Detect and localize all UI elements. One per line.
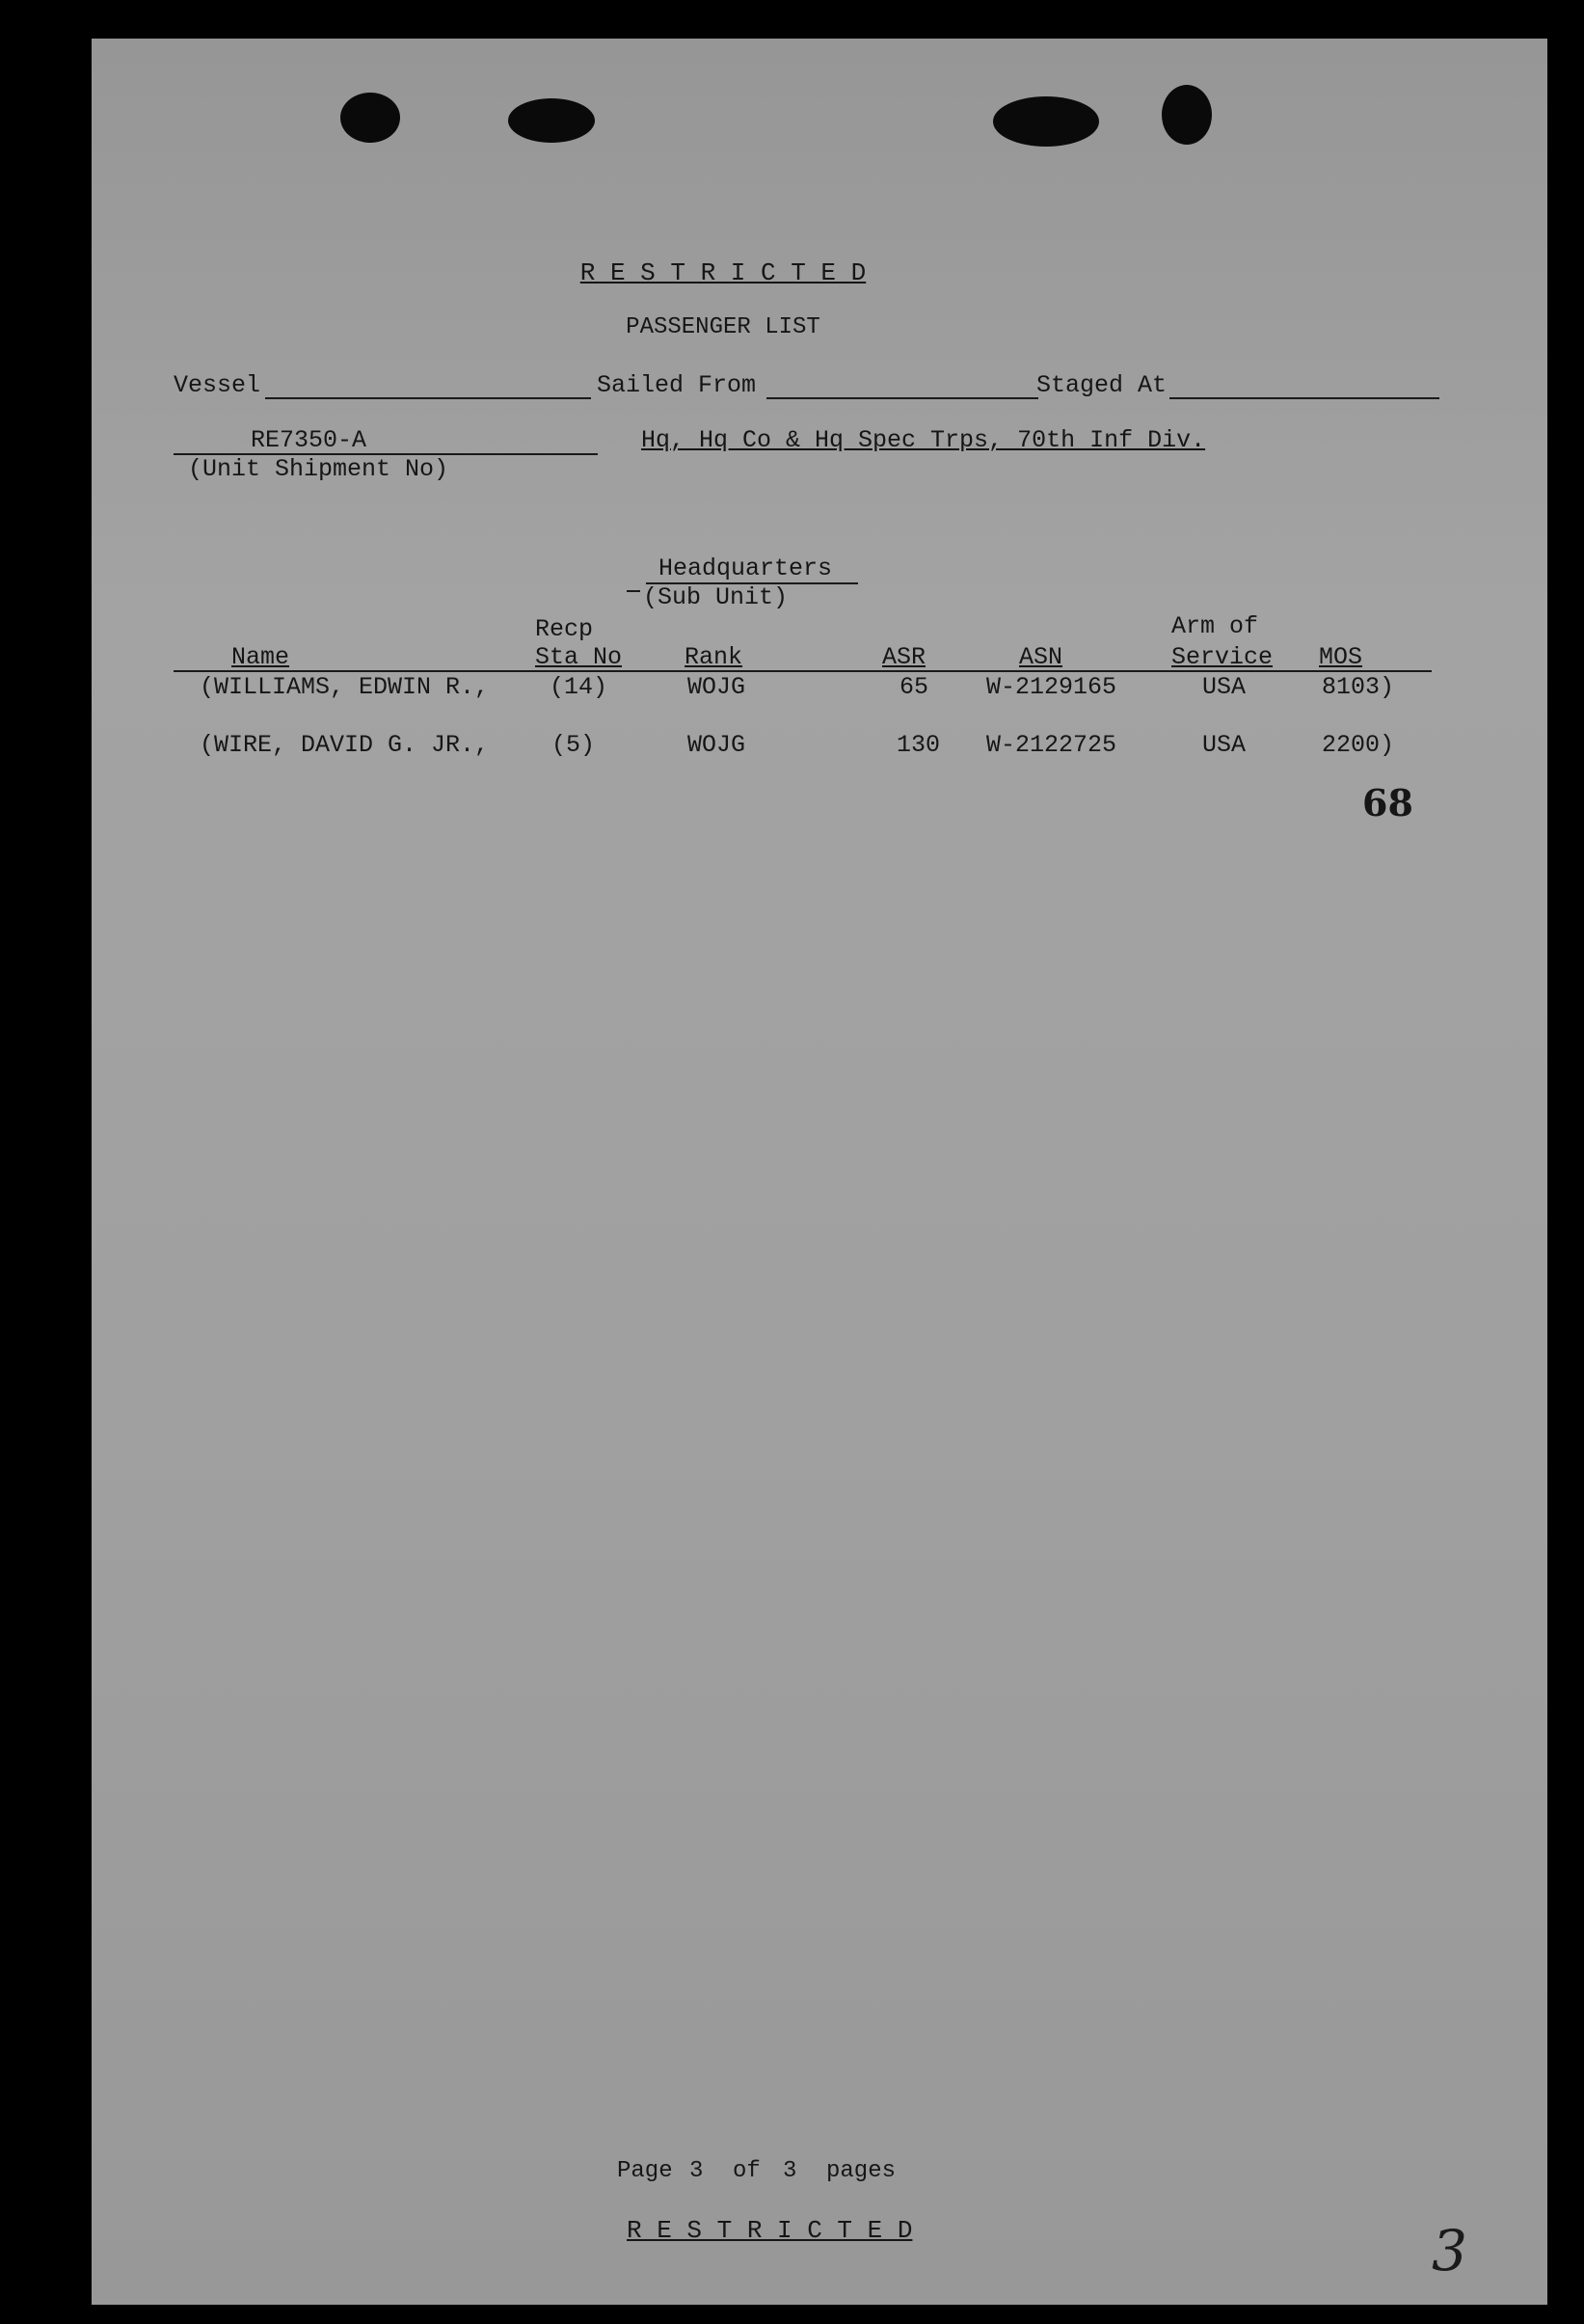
row2-arm: USA [1202, 731, 1247, 759]
staged-at-blank [1169, 397, 1439, 399]
vessel-label: Vessel [174, 371, 261, 399]
restricted-top: R E S T R I C T E D [579, 258, 867, 287]
row1-recp: (14) [550, 673, 608, 701]
page-current: 3 [689, 2158, 704, 2184]
page-label: Page [617, 2158, 673, 2184]
sailed-from-label: Sailed From [597, 371, 757, 399]
header-rule [174, 670, 1432, 672]
handwritten-page-number: 3 [1432, 2218, 1467, 2283]
sailed-from-blank [766, 397, 1038, 399]
row2-mos: 2200) [1322, 731, 1395, 759]
col-recp-line1: Recp [535, 615, 594, 643]
row2-recp: (5) [551, 731, 596, 759]
row1-mos: 8103) [1322, 673, 1395, 701]
unit-shipment-caption: (Unit Shipment No) [188, 455, 449, 483]
sub-unit-dash [627, 590, 640, 592]
vessel-blank [265, 397, 591, 399]
sub-unit-value: Headquarters [658, 554, 833, 582]
staged-at-label: Staged At [1036, 371, 1168, 399]
col-rank: Rank [685, 643, 743, 671]
col-arm-line1: Arm of [1171, 612, 1259, 640]
col-mos: MOS [1319, 643, 1363, 671]
row2-name: (WIRE, DAVID G. JR., [200, 731, 490, 759]
col-arm-line2: Service [1171, 643, 1274, 671]
row2-asn: W-2122725 [986, 731, 1117, 759]
row1-asr: 65 [899, 673, 929, 701]
row2-rank: WOJG [687, 731, 746, 759]
punch-hole-2 [508, 98, 595, 143]
col-asr: ASR [882, 643, 926, 671]
punch-hole-3 [993, 96, 1099, 147]
punch-hole-4 [1162, 85, 1212, 145]
unit-shipment-number: RE7350-A [251, 426, 367, 454]
col-recp-line2: Sta No [535, 643, 623, 671]
col-asn: ASN [1019, 643, 1063, 671]
sub-unit-caption: (Sub Unit) [643, 583, 789, 611]
of-label: of [733, 2158, 761, 2184]
col-name: Name [231, 643, 290, 671]
unit-name: Hq, Hq Co & Hq Spec Trps, 70th Inf Div. [641, 426, 1206, 454]
row2-asr: 130 [897, 731, 941, 759]
row1-rank: WOJG [687, 673, 746, 701]
pages-label: pages [826, 2158, 897, 2184]
page-total: 3 [783, 2158, 797, 2184]
stamp-number: 68 [1362, 781, 1413, 824]
restricted-bottom: R E S T R I C T E D [627, 2216, 913, 2245]
document-page [92, 39, 1547, 2305]
row1-arm: USA [1202, 673, 1247, 701]
page-title: PASSENGER LIST [626, 314, 820, 340]
row1-name: (WILLIAMS, EDWIN R., [200, 673, 490, 701]
punch-hole-1 [340, 93, 400, 143]
row1-asn: W-2129165 [986, 673, 1117, 701]
